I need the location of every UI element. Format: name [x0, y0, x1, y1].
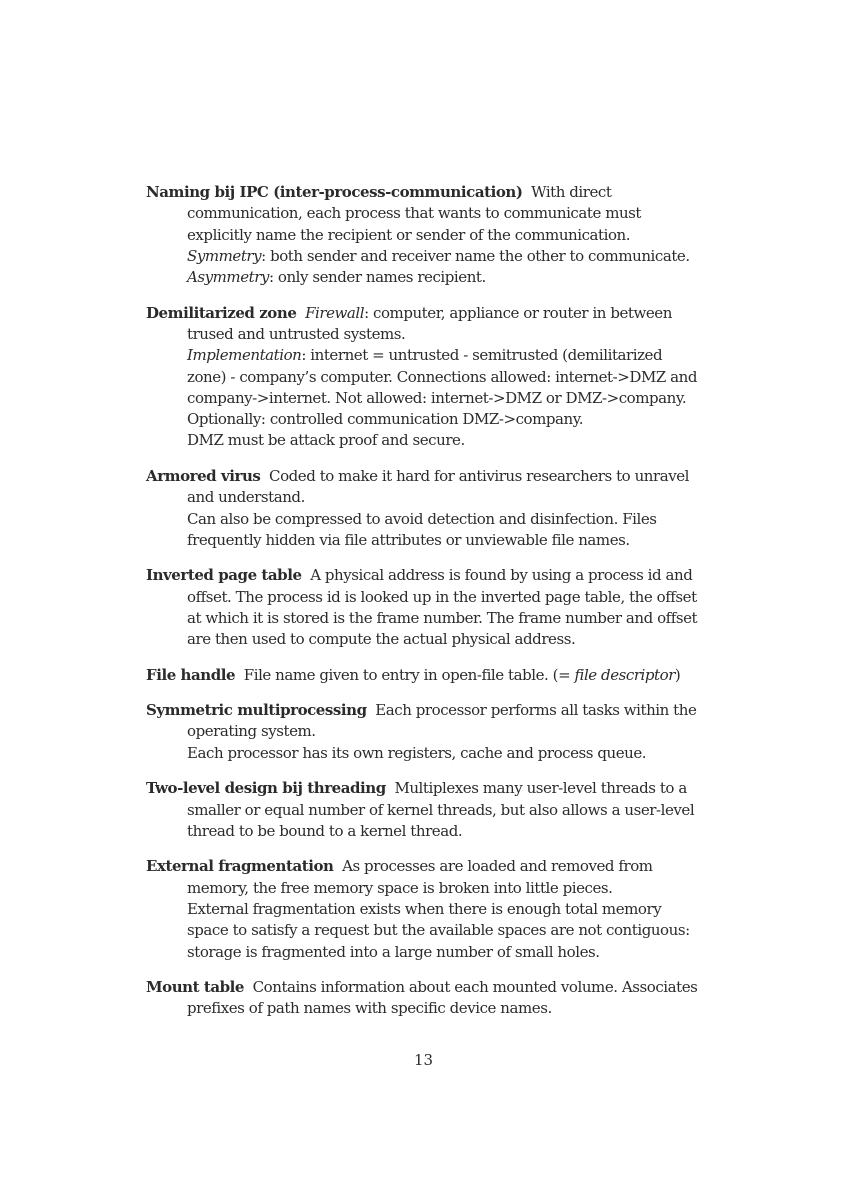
- body-text: As processes are loaded and removed from memory, the free memory space is broken into little pieces.: [187, 857, 653, 897]
- entry-term: External fragmentation: [146, 857, 334, 876]
- entry-term: Mount table: [146, 978, 244, 996]
- glossary-entry-naming-bij-ipc-inter-process-communication: [146, 182, 702, 288]
- glossary-entry-symmetric-multiprocessing: [146, 700, 702, 764]
- body-text: Each processor has its own registers, cache and process queue.: [187, 743, 647, 762]
- body-text: : only sender names recipient.: [268, 268, 486, 287]
- body-text: Coded to make it hard for antivirus researchers to unravel and understand.: [187, 466, 690, 507]
- entry-term: Symmetric multiprocessing: [146, 701, 367, 720]
- body-text: Contains information about each mounted volume. Associates prefixes of path names with specific device names.: [187, 978, 698, 1018]
- body-text: DMZ must be attack proof and secure.: [187, 431, 465, 450]
- body-text: Multiplexes many user-level threads to a smaller or equal number of kernel threads, but also allows a user-level thread to be bound to a kernel thread.: [187, 779, 695, 840]
- body-text: ): [674, 665, 681, 684]
- body-text: : computer, appliance or router in between trused and untrusted systems.: [187, 303, 672, 343]
- body-text: A physical address is found by using a process id and offset. The process id is looked up in the inverted page table, the offset at which it is stored is the frame number. The frame number and offset are then used to compute the actual physical address.: [187, 566, 698, 649]
- emphasized-text: Implementation: [187, 346, 302, 365]
- glossary-entry-file-handle: [146, 665, 702, 686]
- emphasized-text: Symmetry: [187, 246, 262, 265]
- emphasized-text: = file descriptor: [558, 665, 675, 684]
- entry-paragraph: [187, 409, 702, 430]
- body-text: External fragmentation exists when there is enough total memory space to satisfy a request but the available spaces are not contiguous: storage is fragmented into a large number of small holes.: [187, 899, 690, 961]
- entry-paragraph: [187, 743, 702, 764]
- entry-paragraph: [187, 899, 702, 963]
- body-text: Optionally: controlled communication DMZ->company.: [187, 410, 584, 429]
- entry-term: Naming bij IPC (inter-process-communication): [146, 183, 523, 201]
- entry-term: Inverted page table: [146, 566, 302, 585]
- glossary-list: [146, 182, 702, 1034]
- body-text: : internet = untrusted - semitrusted (demilitarized zone) - company’s computer. Connections allowed: internet->DMZ and company->internet. Not allowed: internet->DMZ or DMZ->company.: [187, 346, 697, 407]
- entry-term: Two-level design bij threading: [146, 779, 386, 798]
- emphasized-text: Firewall: [305, 303, 365, 322]
- entry-paragraph: [187, 509, 702, 552]
- glossary-entry-two-level-design-bij-threading: [146, 778, 702, 842]
- glossary-entry-inverted-page-table: [146, 565, 702, 650]
- body-text: : both sender and receiver name the other to communicate.: [261, 246, 690, 265]
- entry-paragraph: [187, 430, 702, 451]
- entry-term: File handle: [146, 665, 236, 684]
- glossary-entry-external-fragmentation: [146, 856, 702, 962]
- glossary-entry-mount-table: [146, 977, 702, 1020]
- body-text: Can also be compressed to avoid detection and disinfection. Files frequently hidden via file attributes or unviewable file names.: [187, 509, 657, 549]
- glossary-entry-demilitarized-zone: [146, 303, 702, 452]
- body-text: Each processor performs all tasks within the operating system.: [187, 701, 697, 741]
- entry-term: Armored virus: [146, 466, 261, 485]
- body-text: File name given to entry in open-file table. (: [243, 665, 559, 684]
- body-text: With direct communication, each process that wants to communicate must explicitly name the recipient or sender of the communication.: [187, 183, 642, 244]
- page-number: 13: [413, 1051, 434, 1069]
- entry-paragraph: [187, 267, 702, 288]
- emphasized-text: Asymmetry: [187, 268, 269, 287]
- entry-paragraph: [187, 345, 702, 409]
- entry-paragraph: [187, 246, 702, 267]
- entry-paragraph: [244, 666, 681, 684]
- glossary-entry-armored-virus: [146, 466, 702, 551]
- entry-paragraph: [187, 978, 697, 1017]
- entry-term: Demilitarized zone: [146, 303, 297, 322]
